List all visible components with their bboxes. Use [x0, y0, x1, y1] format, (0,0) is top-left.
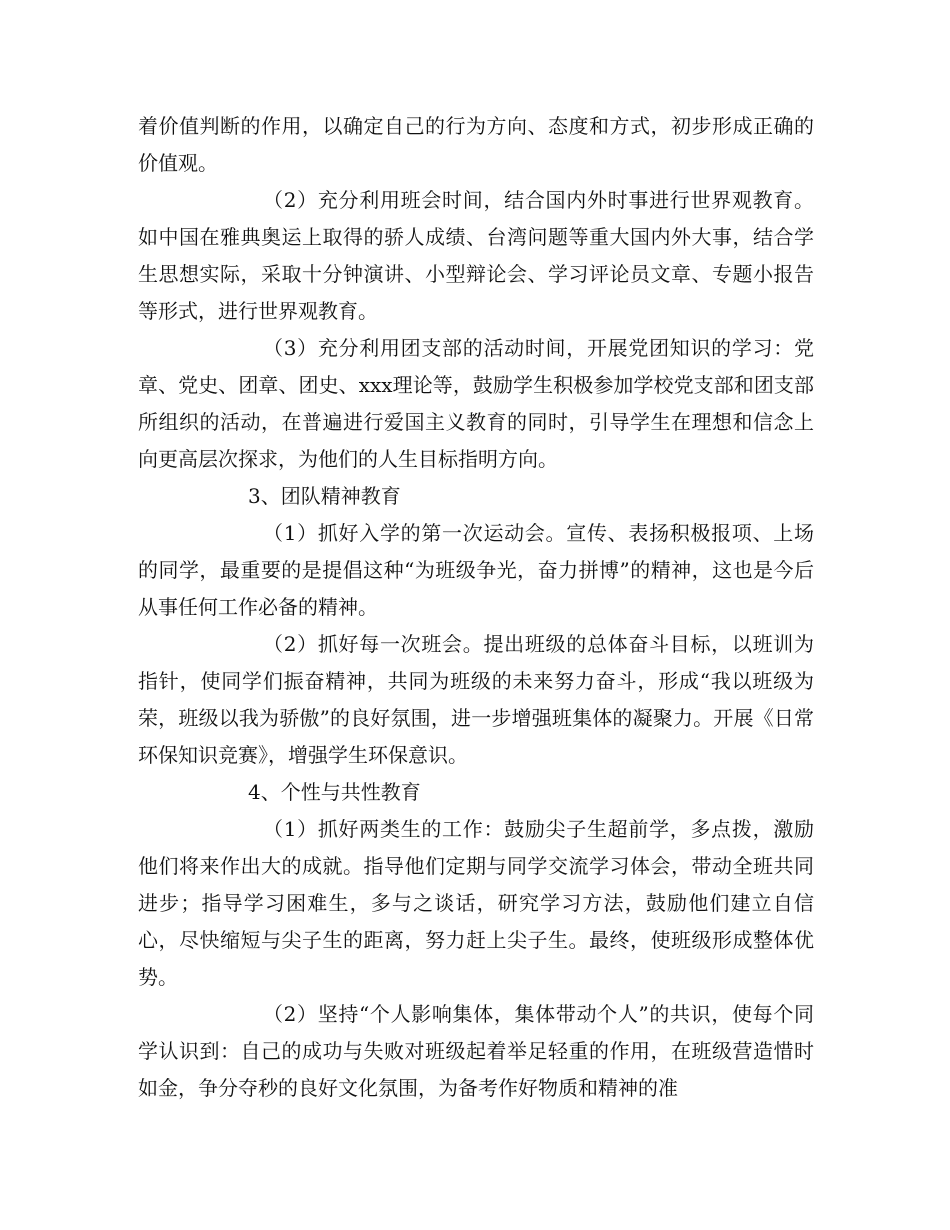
document-body	[138, 108, 814, 1107]
paragraph-sports-meeting: （1）抓好入学的第一次运动会。宣传、表扬积极报项、上场的同学，最重要的是提倡这种“为班级争光，奋力拼博”的精神，这也是今后从事任何工作必备的精神。	[138, 521, 814, 619]
paragraph-two-student-types: （1）抓好两类生的工作：鼓励尖子生超前学，多点拨，激励他们将来作出大的成就。指导他们定期与同学交流学习体会，带动全班共同进步；指导学习困难生，多与之谈话，研究学习方法，鼓励他们建立自信心，尽快缩短与尖子生的距离，努力赶上尖子生。最终，使班级形成整体优势。	[138, 817, 814, 989]
paragraph-every-class-meeting: （2）抓好每一次班会。提出班级的总体奋斗目标，以班训为指针，使同学们振奋精神，共同为班级的未来努力奋斗，形成“我以班级为荣，班级以我为骄傲”的良好氛围，进一步增强班集体的凝聚力。开展《日常环保知识竞赛》，增强学生环保意识。	[138, 632, 814, 767]
paragraph-league-branch-study: （3）充分利用团支部的活动时间，开展党团知识的学习：党章、党史、团章、团史、xxx理论等，鼓励学生积极参加学校党支部和团支部所组织的活动，在普遍进行爱国主义教育的同时，引导学生在理想和信念上向更高层次探求，为他们的人生目标指明方向。	[138, 336, 814, 471]
section-heading-individuality: 4、个性与共性教育	[248, 780, 421, 804]
paragraph-individual-collective: （2）坚持“个人影响集体，集体带动个人”的共识，使每个同学认识到：自己的成功与失败对班级起着举足轻重的作用，在班级营造惜时如金，争分夺秒的良好文化氛围，为备考作好物质和精神的准	[138, 1002, 814, 1100]
section-heading-team-spirit: 3、团队精神教育	[248, 484, 401, 508]
paragraph-worldview-class-meeting: （2）充分利用班会时间，结合国内外时事进行世界观教育。如中国在雅典奥运上取得的骄人成绩、台湾问题等重大国内外大事，结合学生思想实际，采取十分钟演讲、小型辩论会、学习评论员文章、专题小报告等形式，进行世界观教育。	[138, 188, 814, 323]
paragraph-value-judgment-end: 着价值判断的作用，以确定自己的行为方向、态度和方式，初步形成正确的价值观。	[138, 114, 814, 175]
